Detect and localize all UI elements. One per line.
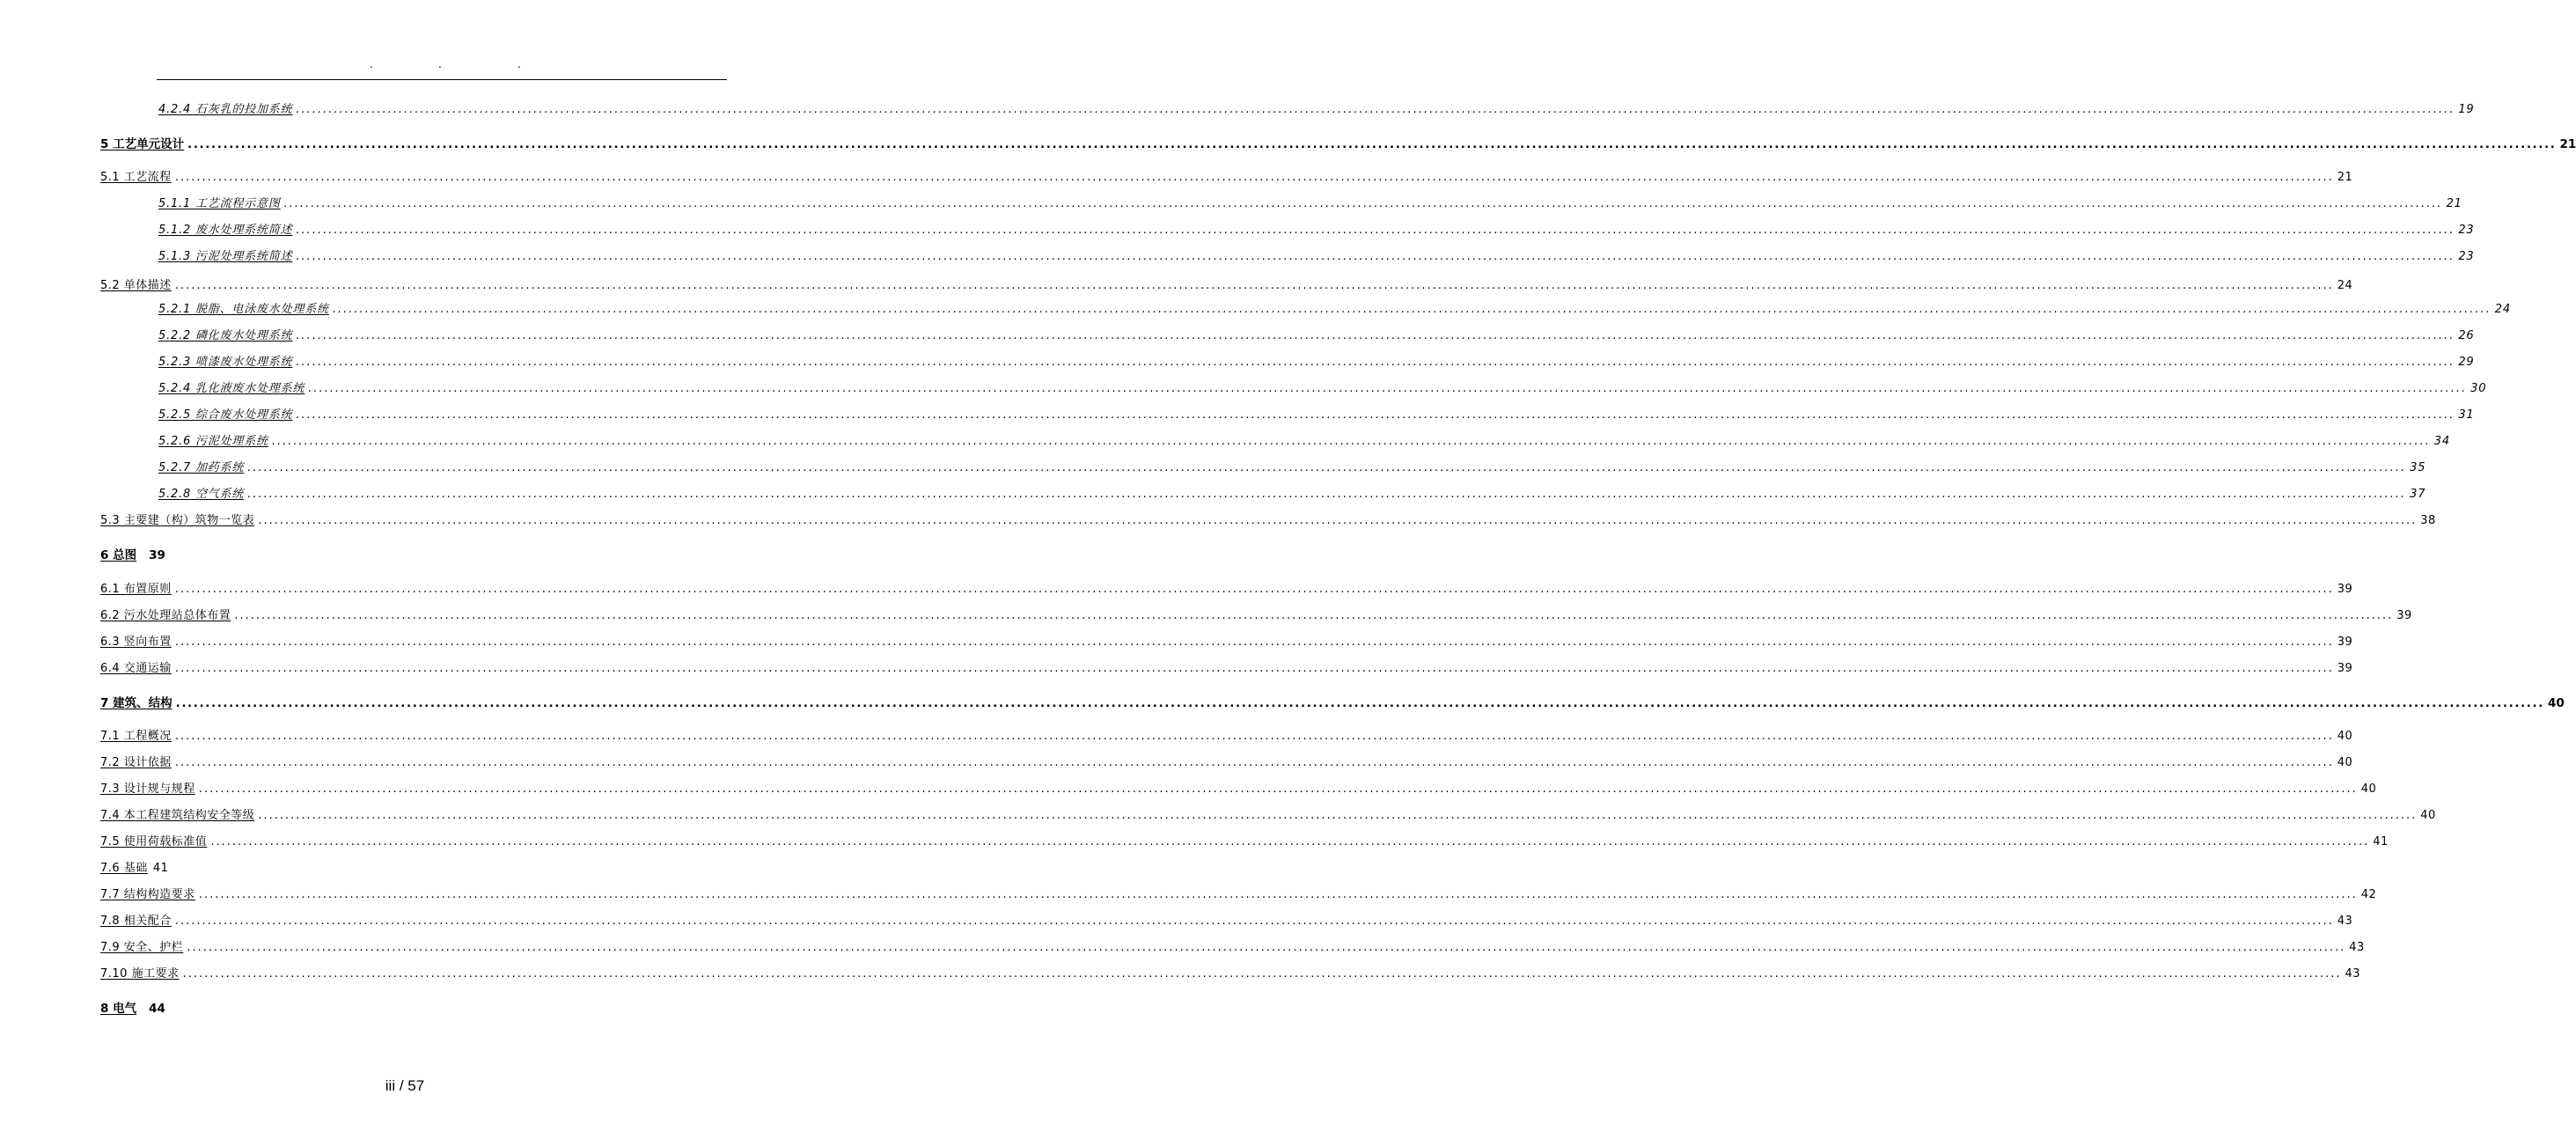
toc-entry[interactable] [158,325,2475,342]
toc-entry-page: 39 [2337,583,2353,596]
toc-entry-label[interactable]: 5.1.2 废水处理系统简述 [158,224,293,237]
toc-entry[interactable] [100,578,2353,596]
toc-entry[interactable] [158,99,2475,116]
toc-entry[interactable] [158,457,2426,474]
toc-entry-page: 38 [2420,514,2436,527]
toc-entry[interactable] [100,752,2353,769]
toc-dot-leader: ................................................................................................................................................................................................................................................................................................................................................................................................................ [247,488,2407,501]
toc-entry[interactable] [158,378,2487,395]
toc-entry-label[interactable]: 6.4 交通运输 [100,662,172,675]
toc-entry[interactable] [158,483,2426,501]
header-dot: . [370,58,373,70]
toc-entry[interactable] [100,275,2353,292]
toc-entry[interactable] [100,998,165,1016]
toc-dot-leader: ................................................................................................................................................................................................................................................................................................................................................................................................................ [296,224,2455,237]
toc-entry-label[interactable]: 7.7 结构构造要求 [100,888,195,901]
toc-dot-leader: ................................................................................................................................................................................................................................................................................................................................................................................................................ [174,171,2334,184]
toc-dot-leader: ................................................................................................................................................................................................................................................................................................................................................................................................................ [234,609,2394,622]
toc-entry-label[interactable]: 7.3 设计规与规程 [100,782,195,796]
page-header [157,58,727,74]
toc-entry-label[interactable]: 5.2 单体描述 [100,279,172,292]
toc-entry-page: 30 [2470,382,2487,395]
toc-entry-page: 19 [2458,103,2475,116]
toc-entry[interactable] [158,193,2462,210]
toc-entry-label[interactable]: 5.1.1 工艺流程示意图 [158,197,281,210]
toc-dot-leader: ................................................................................................................................................................................................................................................................................................................................................................................................................ [296,408,2455,422]
toc-entry[interactable] [100,134,2576,151]
toc-dot-leader: ................................................................................................................................................................................................................................................................................................................................................................................................................ [187,941,2346,954]
toc-dot-leader: ................................................................................................................................................................................................................................................................................................................................................................................................................ [187,137,2557,151]
toc-entry-label[interactable]: 6.2 污水处理站总体布置 [100,609,231,622]
toc-entry-page: 43 [2345,967,2361,981]
toc-entry-page: 42 [2360,888,2377,901]
toc-entry-label[interactable]: 5.2.4 乳化液废水处理系统 [158,382,305,395]
toc-dot-leader: ................................................................................................................................................................................................................................................................................................................................................................................................................ [174,662,2334,675]
toc-entry-page: 40 [2420,809,2436,822]
toc-entry-page: 39 [2337,635,2353,649]
toc-entry-label[interactable]: 5 工艺单元设计 [100,137,185,151]
toc-entry[interactable] [100,937,2365,954]
toc-entry-label[interactable]: 7 建筑、结构 [100,696,172,710]
toc-entry-page: 39 [2396,609,2412,622]
toc-dot-leader: ................................................................................................................................................................................................................................................................................................................................................................................................................ [296,356,2455,369]
toc-dot-leader: ................................................................................................................................................................................................................................................................................................................................................................................................................ [174,730,2334,743]
toc-dot-leader: ................................................................................................................................................................................................................................................................................................................................................................................................................ [174,635,2334,649]
toc-entry-label[interactable]: 7.9 安全、护栏 [100,941,184,954]
toc-dot-leader: ................................................................................................................................................................................................................................................................................................................................................................................................................ [247,461,2407,474]
toc-entry-page: 24 [2337,279,2353,292]
header-rule [157,79,727,80]
toc-entry-page: 39 [149,548,165,562]
toc-entry-label[interactable]: 6 总图 [100,548,137,562]
toc-entry-label[interactable]: 5.3 主要建（构）筑物一览表 [100,514,255,527]
toc-entry-label[interactable]: 6.3 竖向布置 [100,635,172,649]
toc-entry[interactable] [100,693,2565,710]
toc-entry-label[interactable]: 7.2 设计依据 [100,756,172,769]
toc-dot-leader: ................................................................................................................................................................................................................................................................................................................................................................................................................ [174,583,2334,596]
toc-dot-leader: ................................................................................................................................................................................................................................................................................................................................................................................................................ [332,303,2492,316]
toc-entry-page: 31 [2458,408,2475,422]
toc-entry[interactable] [158,298,2511,316]
toc-entry-page: 40 [2337,756,2353,769]
toc-entry-page: 24 [2494,303,2511,316]
toc-entry-label[interactable]: 5.2.3 喷漆废水处理系统 [158,356,293,369]
toc-entry-label[interactable]: 7.8 相关配合 [100,915,172,928]
toc-entry[interactable] [100,725,2353,743]
toc-entry-page: 40 [2360,782,2377,796]
toc-entry-page: 21 [2559,137,2576,151]
toc-dot-leader: ................................................................................................................................................................................................................................................................................................................................................................................................................ [296,250,2455,263]
toc-entry-label[interactable]: 7.1 工程概况 [100,730,172,743]
toc-entry[interactable] [100,963,2361,981]
toc-dot-leader: ................................................................................................................................................................................................................................................................................................................................................................................................................ [198,888,2358,901]
page-number: iii / 57 [385,1077,425,1094]
toc-entry-label[interactable]: 5.2.2 磷化废水处理系统 [158,329,293,342]
toc-entry-page: 39 [2337,662,2353,675]
toc-entry[interactable] [100,510,2436,527]
toc-entry[interactable] [100,831,2389,848]
toc-entry-page: 21 [2337,171,2353,184]
toc-entry-label[interactable]: 8 电气 [100,1002,137,1016]
toc-entry-page: 41 [2373,835,2389,848]
toc-dot-leader: ................................................................................................................................................................................................................................................................................................................................................................................................................ [174,756,2334,769]
toc-entry-page: 21 [2446,197,2462,210]
toc-entry[interactable] [100,166,2353,184]
toc-entry-label[interactable]: 5.1.3 污泥处理系统简述 [158,250,293,263]
toc-entry-page: 23 [2458,224,2475,237]
toc-entry-label[interactable]: 5.2.6 污泥处理系统 [158,435,268,448]
toc-entry-label[interactable]: 5.2.5 综合废水处理系统 [158,408,293,422]
toc-entry[interactable] [100,884,2377,901]
toc-entry-page: 26 [2458,329,2475,342]
toc-entry-page: 29 [2458,356,2475,369]
toc-entry[interactable] [100,657,2353,675]
toc-entry[interactable] [100,778,2377,796]
toc-entry-page: 23 [2458,250,2475,263]
toc-entry[interactable] [100,631,2353,649]
toc-dot-leader: ................................................................................................................................................................................................................................................................................................................................................................................................................ [283,197,2443,210]
header-dot: . [517,58,521,70]
toc-dot-leader: ................................................................................................................................................................................................................................................................................................................................................................................................................ [182,967,2342,981]
toc-dot-leader: ................................................................................................................................................................................................................................................................................................................................................................................................................ [308,382,2468,395]
toc-dot-leader: ................................................................................................................................................................................................................................................................................................................................................................................................................ [174,915,2334,928]
toc-entry[interactable] [158,246,2475,263]
toc-entry[interactable] [158,404,2475,422]
toc-dot-leader: ................................................................................................................................................................................................................................................................................................................................................................................................................ [258,809,2418,822]
toc-entry-page: 35 [2410,461,2426,474]
toc-entry-label[interactable]: 7.5 使用荷载标准值 [100,835,208,848]
toc-entry[interactable] [100,605,2412,622]
header-dot: . [438,58,442,70]
toc-entry-page: 34 [2433,435,2450,448]
toc-entry-label[interactable]: 5.1 工艺流程 [100,171,172,184]
toc-entry[interactable] [100,857,168,875]
toc-entry-page: 40 [2547,696,2565,710]
toc-entry-page: 43 [2337,915,2353,928]
toc-entry-label[interactable]: 7.4 本工程建筑结构安全等级 [100,809,255,822]
toc-entry-page: 41 [152,862,169,875]
toc-entry-label[interactable]: 5.2.7 加药系统 [158,461,245,474]
toc-entry-page: 40 [2337,730,2353,743]
toc-dot-leader: ................................................................................................................................................................................................................................................................................................................................................................................................................ [174,279,2334,292]
toc-entry-page: 43 [2349,941,2365,954]
toc-dot-leader: ................................................................................................................................................................................................................................................................................................................................................................................................................ [271,435,2431,448]
toc-dot-leader: ................................................................................................................................................................................................................................................................................................................................................................................................................ [175,696,2544,710]
toc-dot-leader: ................................................................................................................................................................................................................................................................................................................................................................................................................ [210,835,2370,848]
toc-entry-label[interactable]: 5.2.8 空气系统 [158,488,245,501]
toc-entry-page: 37 [2410,488,2426,501]
toc-entry-label[interactable]: 4.2.4 石灰乳的投加系统 [158,103,293,116]
toc-dot-leader: ................................................................................................................................................................................................................................................................................................................................................................................................................ [258,514,2418,527]
toc-entry[interactable] [100,910,2353,928]
toc-dot-leader: ................................................................................................................................................................................................................................................................................................................................................................................................................ [296,103,2455,116]
toc-entry-label[interactable]: 5.2.1 脱脂、电泳废水处理系统 [158,303,329,316]
toc-entry[interactable] [100,545,165,562]
toc-entry[interactable] [158,351,2475,369]
toc-entry-page: 44 [149,1002,165,1016]
toc-entry-label[interactable]: 7.6 基础 [100,862,148,875]
toc-dot-leader: ................................................................................................................................................................................................................................................................................................................................................................................................................ [198,782,2358,796]
toc-entry[interactable] [158,430,2450,448]
toc-entry-label[interactable]: 7.10 施工要求 [100,967,180,981]
toc-entry[interactable] [158,219,2475,237]
toc-entry-label[interactable]: 6.1 布置原则 [100,583,172,596]
toc-entry[interactable] [100,804,2436,822]
toc-dot-leader: ................................................................................................................................................................................................................................................................................................................................................................................................................ [296,329,2455,342]
